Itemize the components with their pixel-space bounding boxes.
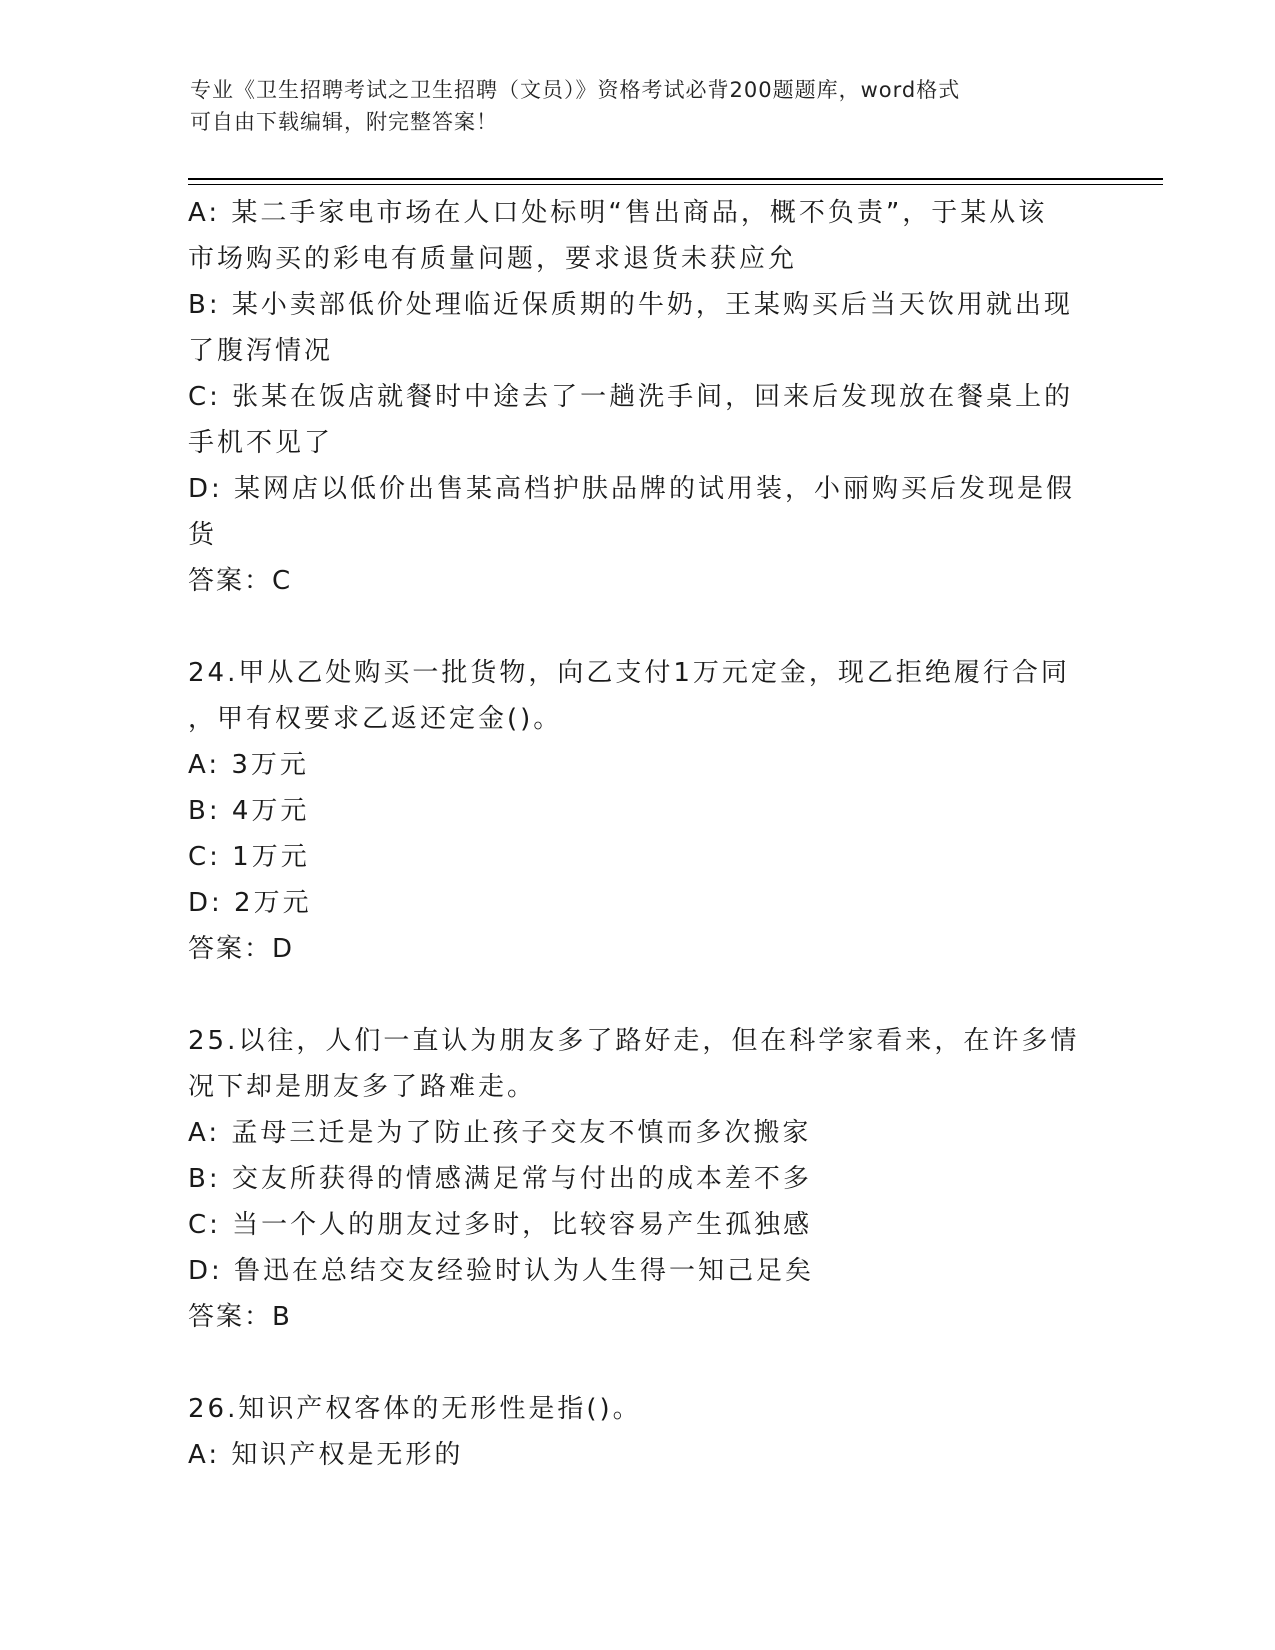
question-content: [188, 190, 1088, 1478]
option-b: B: 4万元: [188, 796, 310, 826]
option-b: B: 交友所获得的情感满足常与付出的成本差不多: [188, 1164, 812, 1194]
question-stem: 26.知识产权客体的无形性是指()。: [188, 1394, 642, 1424]
option-a: A: 孟母三迁是为了防止孩子交友不慎而多次搬家: [188, 1118, 812, 1148]
question-23-options: [188, 190, 1088, 604]
spacer: [188, 604, 1088, 650]
header-line-2: 可自由下载编辑，附完整答案！: [190, 110, 498, 134]
question-stem-line-2: 况下却是朋友多了路难走。: [188, 1072, 537, 1102]
question-24: [188, 650, 1088, 972]
option-c-line-2: 手机不见了: [188, 428, 334, 458]
document-header: [190, 74, 1090, 138]
question-26: [188, 1386, 1088, 1478]
option-c-line-1: C: 张某在饭店就餐时中途去了一趟洗手间，回来后发现放在餐桌上的: [188, 382, 1074, 412]
option-c: C: 1万元: [188, 842, 310, 872]
question-stem-line-1: 25.以往，人们一直认为朋友多了路好走，但在科学家看来，在许多情: [188, 1026, 1080, 1056]
option-c: C: 当一个人的朋友过多时，比较容易产生孤独感: [188, 1210, 813, 1240]
option-b-line-1: B: 某小卖部低价处理临近保质期的牛奶，王某购买后当天饮用就出现: [188, 290, 1073, 320]
option-a: A: 3万元: [188, 750, 309, 780]
option-b-line-2: 了腹泻情况: [188, 336, 334, 366]
option-d: D: 2万元: [188, 888, 312, 918]
option-a-line-1: A: 某二手家电市场在人口处标明“售出商品，概不负责”，于某从该: [188, 198, 1048, 228]
answer-label: 答案：B: [188, 1302, 292, 1332]
header-divider-thin: [188, 184, 1163, 185]
spacer: [188, 972, 1088, 1018]
question-stem-line-2: ，甲有权要求乙返还定金()。: [188, 704, 563, 734]
header-divider-thick: [188, 178, 1163, 180]
option-a: A: 知识产权是无形的: [188, 1440, 464, 1470]
question-25: [188, 1018, 1088, 1340]
header-line-1: 专业《卫生招聘考试之卫生招聘（文员）》资格考试必背200题题库，word格式: [190, 78, 961, 102]
spacer: [188, 1340, 1088, 1386]
answer-label: 答案：D: [188, 934, 295, 964]
question-stem-line-1: 24.甲从乙处购买一批货物，向乙支付1万元定金，现乙拒绝履行合同: [188, 658, 1070, 688]
option-d: D: 鲁迅在总结交友经验时认为人生得一知己足矣: [188, 1256, 815, 1286]
option-d-line-1: D: 某网店以低价出售某高档护肤品牌的试用装，小丽购买后发现是假: [188, 474, 1076, 504]
answer-label: 答案：C: [188, 566, 293, 596]
option-d-line-2: 货: [188, 520, 218, 550]
option-a-line-2: 市场购买的彩电有质量问题，要求退货未获应允: [188, 244, 798, 274]
